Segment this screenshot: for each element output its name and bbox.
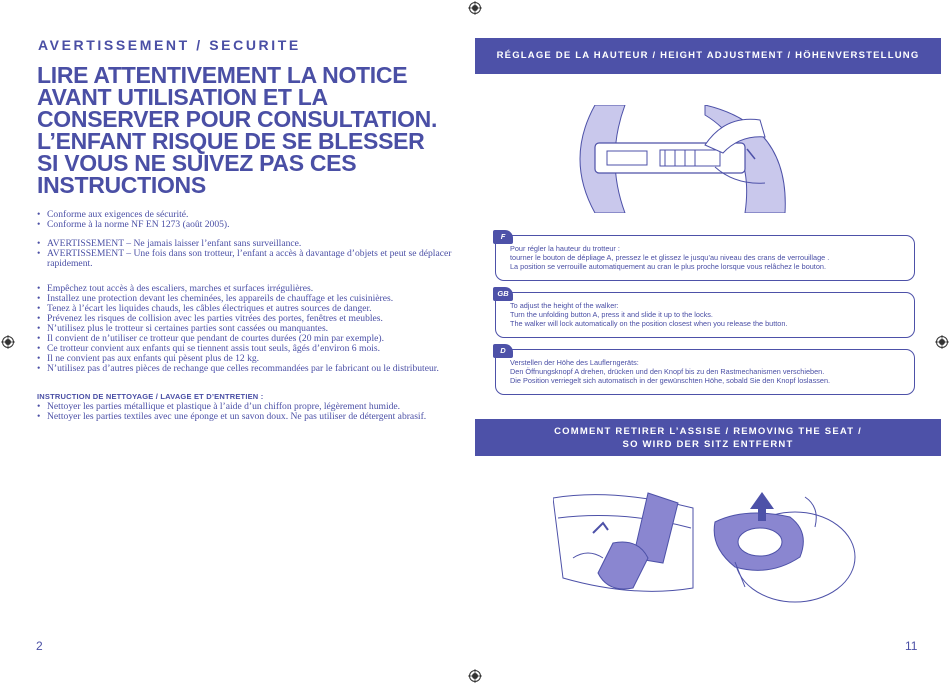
instructions-d — [495, 346, 915, 395]
instructions-fr — [495, 232, 915, 281]
list-item: • AVERTISSEMENT – Une fois dans son trotteur, l’enfant a accès à davantage d’objets et peut se déplacer rapidement. — [37, 249, 462, 269]
warning-line: SI VOUS NE SUIVEZ PAS CES — [37, 150, 357, 176]
conformity-list — [37, 210, 462, 230]
seat-removal-step-1-illustration — [553, 488, 698, 603]
main-warning — [37, 64, 467, 196]
list-item: • AVERTISSEMENT – Ne jamais laisser l’enfant sans surveillance. — [37, 239, 462, 249]
page-number: 2 — [36, 639, 43, 653]
instruction-line: Den Öffnungsknopf A drehen, drücken und den Knopf bis zu den Rastmechanismen verschieben. — [510, 367, 825, 376]
cleaning-list — [37, 402, 462, 422]
header-line: COMMENT RETIRER L’ASSISE / REMOVING THE SEAT / — [554, 426, 862, 437]
seat-removal-step-2-illustration — [700, 487, 858, 605]
language-tab-d: D — [493, 344, 513, 358]
remove-seat-header — [475, 419, 941, 456]
list-item: • Conforme aux exigences de sécurité. — [37, 210, 462, 220]
safety-list — [37, 284, 462, 374]
page-number: 11 — [905, 639, 918, 653]
list-item: • Il convient de n’utiliser ce trotteur que pendant de courtes durées (20 min par exemple). — [37, 334, 462, 344]
language-tab-f: F — [493, 230, 513, 244]
instruction-line: To adjust the height of the walker: — [510, 301, 619, 310]
height-adjustment-illustration — [565, 105, 790, 213]
cleaning-title: INSTRUCTION DE NETTOYAGE / LAVAGE ET D’ENTRETIEN : — [37, 392, 264, 401]
instruction-line: tourner le bouton de dépliage A, pressez le et glissez le jusqu’au niveau des crans de verrouillage . — [510, 253, 830, 262]
warning-list — [37, 239, 462, 269]
warning-line: L’ENFANT RISQUE DE SE BLESSER — [37, 128, 425, 154]
section-header: AVERTISSEMENT / SECURITE — [38, 37, 301, 53]
instruction-line: Pour régler la hauteur du trotteur : — [510, 244, 620, 253]
instruction-line: Verstellen der Höhe des Laufleгngeräts: — [510, 358, 639, 367]
instructions-gb — [495, 289, 915, 338]
list-item: • Conforme à la norme NF EN 1273 (août 2005). — [37, 220, 462, 230]
list-item: • Ce trotteur convient aux enfants qui se tiennent assis tout seuls, âgés d’environ 6 mois. — [37, 344, 462, 354]
list-item: • Installez une protection devant les cheminées, les appareils de chauffage et les cuisinières. — [37, 294, 462, 304]
registration-mark-icon — [468, 669, 482, 683]
language-tab-gb: GB — [493, 287, 513, 301]
header-line: SO WIRD DER SITZ ENTFERNT — [622, 439, 794, 450]
warning-line: INSTRUCTIONS — [37, 172, 206, 198]
list-item: • Nettoyer les parties métallique et plastique à l’aide d’un chiffon propre, légèrement humide. — [37, 402, 462, 412]
list-item: • Prévenez les risques de collision avec les parties vitrées des portes, fenêtres et meubles. — [37, 314, 462, 324]
registration-mark-icon — [468, 1, 482, 15]
registration-mark-icon — [1, 335, 15, 349]
list-item: • N’utilisez plus le trotteur si certaines parties sont cassées ou manquantes. — [37, 324, 462, 334]
warning-line: AVANT UTILISATION ET LA — [37, 84, 328, 110]
list-item: • N’utilisez pas d’autres pièces de rechange que celles recommandées par le fabricant ou le distributeur. — [37, 364, 462, 374]
warning-line: CONSERVER POUR CONSULTATION. — [37, 106, 438, 132]
registration-mark-icon — [935, 335, 949, 349]
instruction-line: Die Position verriegelt sich automatisch in der gewünschten Höhe, sobald Sie den Knopf loslassen. — [510, 376, 831, 385]
instruction-line: La position se verrouille automatiquement au cran le plus proche lorsque vous relâchez le bouton. — [510, 262, 826, 271]
list-item: • Empêchez tout accès à des escaliers, marches et surfaces irrégulières. — [37, 284, 462, 294]
warning-line: LIRE ATTENTIVEMENT LA NOTICE — [37, 62, 408, 88]
list-item: • Nettoyer les parties textiles avec une éponge et un savon doux. Ne pas utiliser de détergent abrasif. — [37, 412, 462, 422]
list-item: • Tenez à l’écart les liquides chauds, les câbles électriques et autres sources de danger. — [37, 304, 462, 314]
height-adjustment-header: RÉGLAGE DE LA HAUTEUR / HEIGHT ADJUSTMENT / HÖHENVERSTELLUNG — [475, 38, 941, 74]
instruction-line: The walker will lock automatically on the position closest when you release the button. — [510, 319, 788, 328]
instruction-line: Turn the unfolding button A, press it and slide it up to the locks. — [510, 310, 713, 319]
list-item: • Il ne convient pas aux enfants qui pèsent plus de 12 kg. — [37, 354, 462, 364]
